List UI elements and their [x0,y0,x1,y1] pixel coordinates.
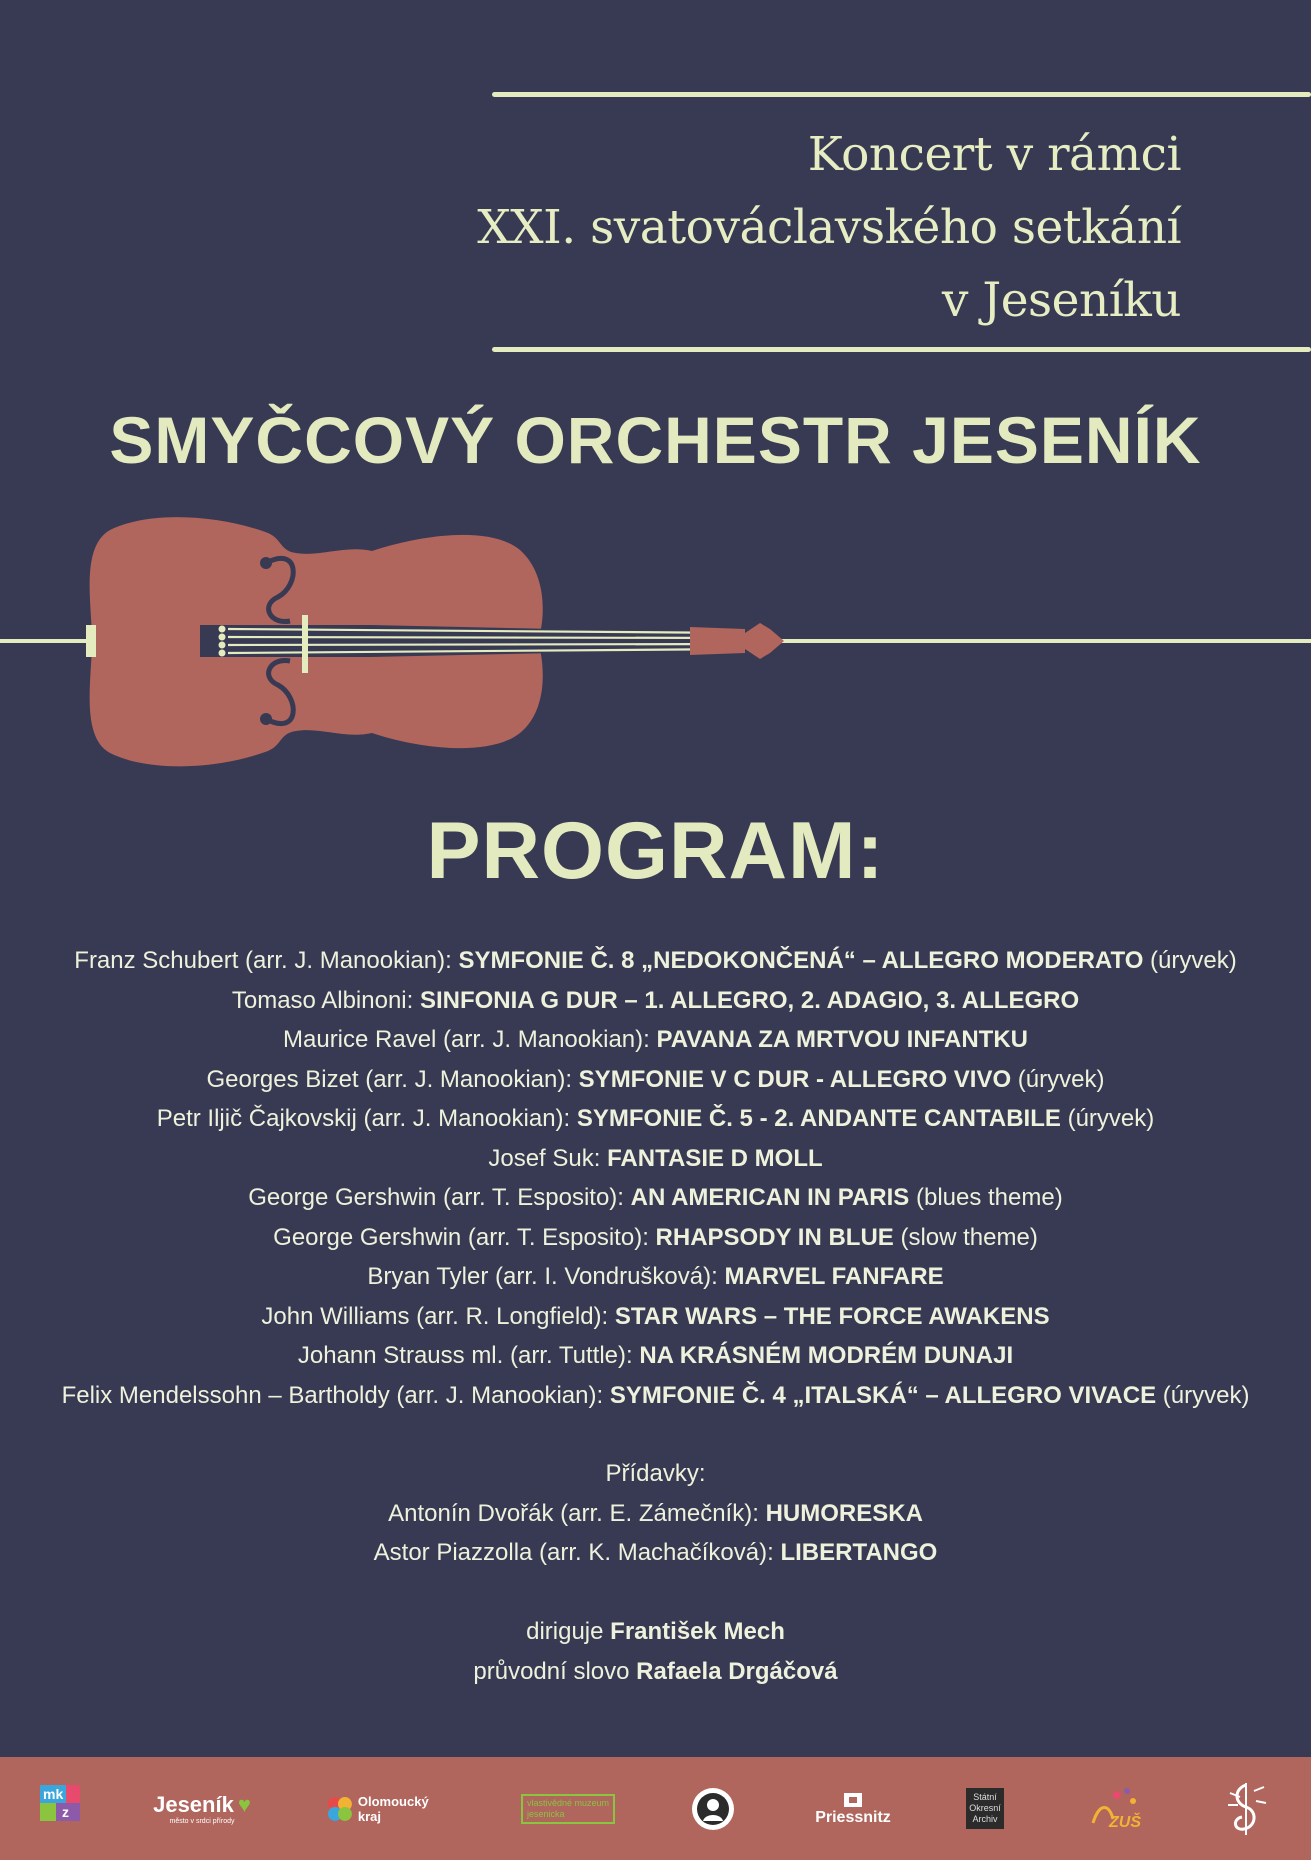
logo-zus [1085,1757,1145,1860]
program-composer: Josef Suk: [488,1144,608,1172]
program-work: PAVANA ZA MRTVOU INFANTKU [656,1026,1028,1053]
program-item [0,1099,1311,1139]
program-item [0,981,1311,1021]
conductor-prefix: diriguje [526,1618,611,1645]
bottom-rule [492,347,1311,352]
program-work: AN AMERICAN IN PARIS [630,1184,910,1211]
program-composer: Franz Schubert (arr. J. Manookian): [74,947,459,974]
program-item [0,1336,1311,1376]
concert-heading [477,118,1181,337]
zus-logo-text: ZUŠ [1109,1813,1141,1831]
priessnitz-logo-text: Priessnitz [815,1808,891,1826]
heart-icon: ♥ [237,1792,251,1817]
program-composer: Maurice Ravel (arr. J. Manookian): [283,1026,657,1053]
logo-priessnitz [808,1757,898,1860]
conductor-line [0,1612,1311,1652]
crest-icon [842,1791,864,1809]
sponsor-footer [0,1757,1311,1860]
narrator-line [0,1652,1311,1692]
encore-composer: Antonín Dvořák (arr. E. Zámečník): [388,1499,766,1527]
program-composer: Felix Mendelssohn – Bartholdy (arr. J. Manookian): [61,1381,610,1409]
encores-label: Přídavky: [605,1460,706,1487]
heading-line-1: Koncert v rámci [807,127,1181,182]
program-item [0,1178,1311,1218]
program-work: RHAPSODY IN BLUE [655,1223,894,1251]
program-note: (slow theme) [893,1223,1038,1251]
logo-clef [1218,1757,1274,1860]
logo-mkz [36,1757,86,1860]
encore-work: LIBERTANGO [780,1539,938,1566]
program-note: (úryvek) [1011,1065,1105,1093]
program-work: NA KRÁSNÉM MODRÉM DUNAJI [639,1342,1014,1369]
program-work: FANTASIE D MOLL [607,1144,823,1172]
program-composer: Petr Iljič Čajkovskij (arr. J. Manookian): [156,1105,577,1132]
program-note: (úryvek) [1143,947,1237,974]
program-composer: John Williams (arr. R. Longfield): [261,1302,615,1330]
heading-line-3: v Jeseníku [941,273,1181,328]
encore-item [0,1494,1311,1534]
program-title: PROGRAM: [426,806,885,896]
encore-composer: Astor Piazzolla (arr. K. Machačíková): [373,1539,781,1566]
logo-medallion [688,1757,738,1860]
program-work: MARVEL FANFARE [724,1263,944,1290]
archiv-logo-text-1: Státní [973,1792,997,1802]
program-work: SYMFONIE V C DUR - ALLEGRO VIVO [578,1065,1012,1093]
program-item [0,1139,1311,1179]
program-work: SYMFONIE Č. 5 - 2. ANDANTE CANTABILE [576,1105,1061,1132]
program-item [0,1376,1311,1416]
logo-archiv [960,1757,1010,1860]
archiv-logo-text-3: Archiv [972,1814,998,1824]
program-note: (úryvek) [1156,1381,1250,1409]
program-composer: George Gershwin (arr. T. Esposito): [273,1223,656,1251]
flower-icon [325,1794,355,1824]
museum-logo-text-1: vlastivědné muzeum [526,1797,610,1808]
logo-jesenik [140,1757,264,1860]
program-composer: Georges Bizet (arr. J. Manookian): [206,1065,579,1093]
program-composer: Tomaso Albinoni: [231,986,420,1014]
program-item [0,1060,1311,1100]
credits [0,1612,1311,1691]
orchestra-title: SMYČCOVÝ ORCHESTR JESENÍK [109,403,1202,477]
jesenik-logo-text: Jeseník [153,1792,234,1817]
program-composer: George Gershwin (arr. T. Esposito): [248,1184,631,1211]
olomoucky-logo-text: Olomoucký kraj [357,1793,429,1824]
program-work: SYMFONIE Č. 8 „NEDOKONČENÁ“ – ALLEGRO MODERATO [458,947,1144,974]
violin-illustration [0,505,1311,775]
museum-logo-text-2: jesenicka [526,1808,565,1819]
logo-olomoucky-kraj [325,1757,455,1860]
program-note: (blues theme) [909,1184,1063,1211]
program-item [0,1218,1311,1258]
heading-line-2: XXI. svatováclavského setkání [477,200,1181,255]
narrator-prefix: průvodní slovo [473,1657,637,1685]
encores [0,1454,1311,1573]
logo-museum [518,1757,618,1860]
program-list [0,941,1311,1415]
program-item [0,1020,1311,1060]
encore-item [0,1533,1311,1573]
jesenik-logo-subtitle: město v srdci přírody [169,1818,235,1825]
mkz-text-top: mk [43,1785,64,1802]
conductor-name: František Mech [610,1618,785,1645]
program-composer: Johann Strauss ml. (arr. Tuttle): [297,1342,640,1369]
program-item [0,1297,1311,1337]
program-item [0,941,1311,981]
mkz-text-bottom: z [62,1803,69,1820]
top-rule [492,92,1311,97]
encore-work: HUMORESKA [765,1499,923,1527]
program-composer: Bryan Tyler (arr. I. Vondrušková): [367,1263,725,1290]
program-item [0,1257,1311,1297]
narrator-name: Rafaela Drgáčová [636,1657,838,1685]
program-work: SINFONIA G DUR – 1. ALLEGRO, 2. ADAGIO, 3. ALLEGRO [419,986,1080,1014]
program-work: STAR WARS – THE FORCE AWAKENS [614,1302,1050,1330]
program-work: SYMFONIE Č. 4 „ITALSKÁ“ – ALLEGRO VIVACE [609,1381,1157,1409]
program-note: (úryvek) [1060,1105,1155,1132]
archiv-logo-text-2: Okresní [969,1803,1001,1813]
